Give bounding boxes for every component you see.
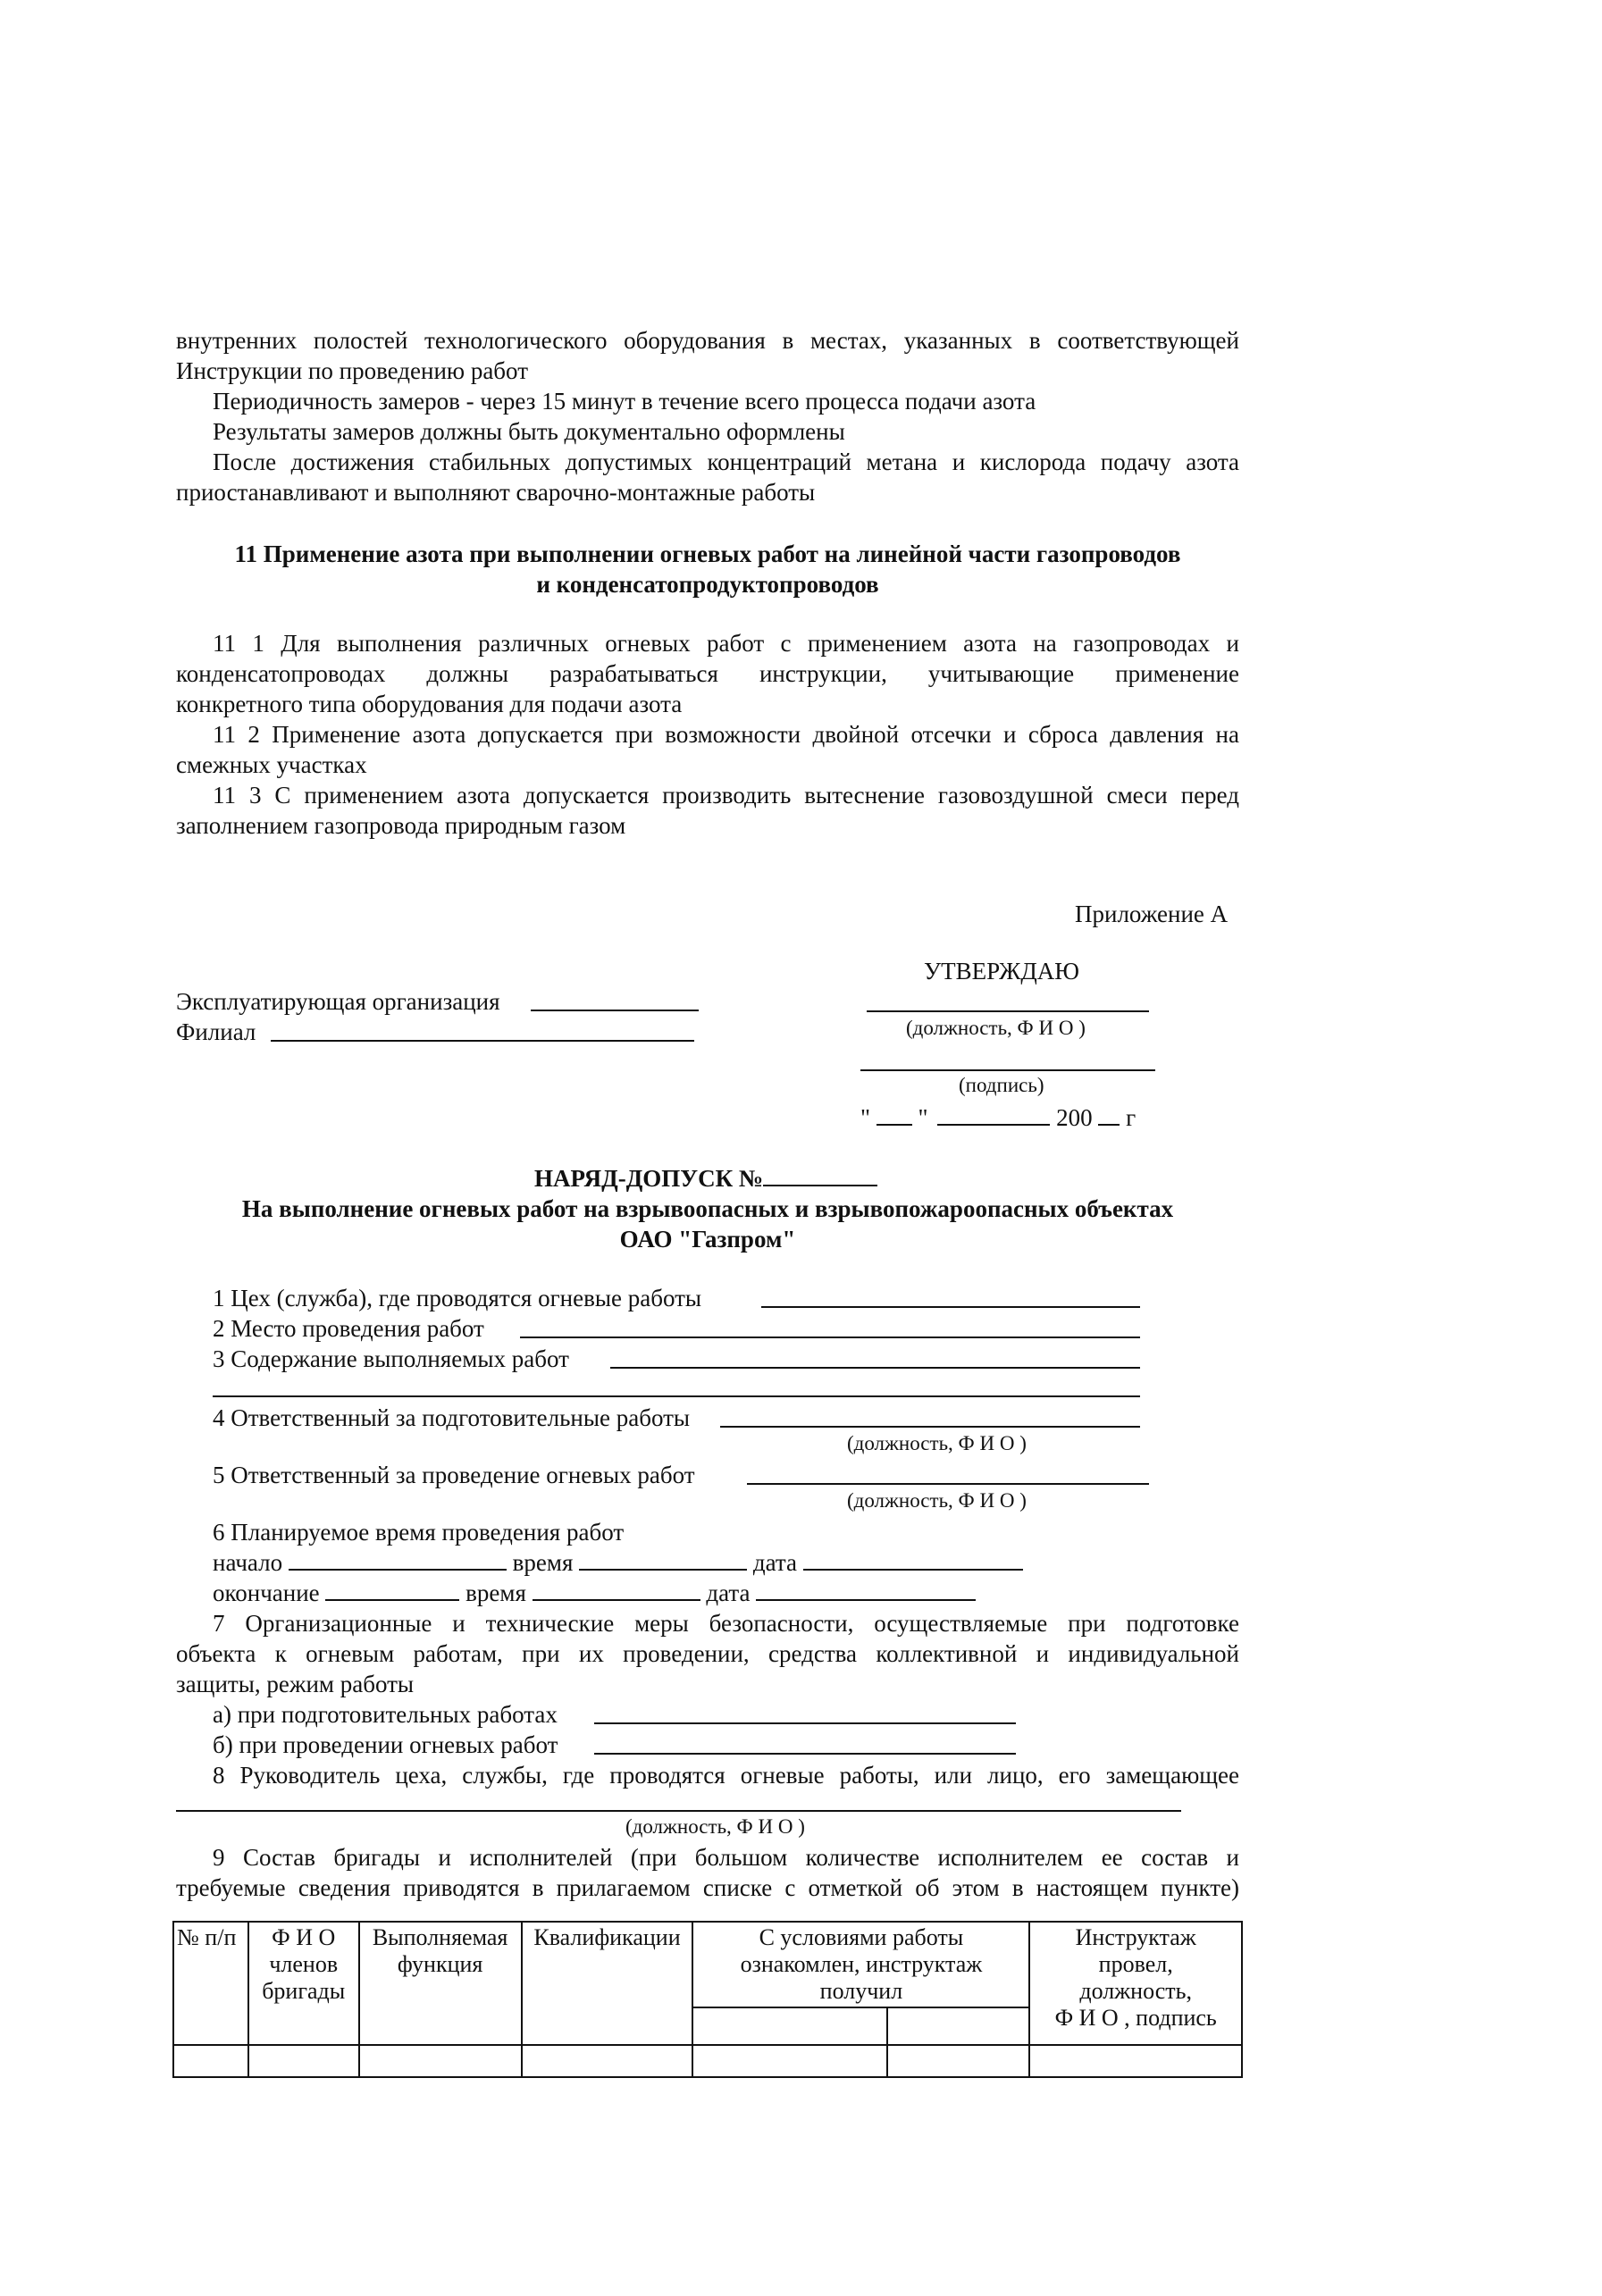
operating-org-label: Эксплуатирующая организация xyxy=(176,988,500,1015)
start-time-field[interactable] xyxy=(579,1547,747,1571)
approval-year-prefix: 200 xyxy=(1056,1104,1093,1131)
col-briefing-received-header xyxy=(692,1922,1029,2007)
permit-number-field[interactable] xyxy=(763,1163,877,1186)
item7b-field[interactable] xyxy=(594,1753,1016,1755)
section11-heading-line2: и конденсатопродуктопроводов xyxy=(536,571,879,598)
start-date-label: дата xyxy=(752,1549,798,1576)
col-briefing-received-sub-2 xyxy=(887,2007,1030,2045)
end-time-label: время xyxy=(466,1580,526,1606)
table-row xyxy=(173,2045,1242,2077)
col-briefing-given-label-1: Инструктаж xyxy=(1075,1924,1196,1950)
date-quote-close: " xyxy=(918,1104,928,1131)
col-briefing-given-label-3: должность, xyxy=(1079,1978,1193,2004)
item9-line1: 9 Состав бригады и исполнителей (при большом количестве исполнителем ее состав и xyxy=(213,1844,1239,1871)
item4-hint: (должность, Ф И О ) xyxy=(847,1432,1027,1454)
col-briefing-given-label-2: провел, xyxy=(1098,1951,1173,1977)
operating-org-field[interactable] xyxy=(531,1010,699,1011)
item7-line2: объекта к огневым работам, при их проведении, средства коллективной и индивидуальной xyxy=(176,1640,1239,1667)
end-date-field[interactable] xyxy=(756,1578,976,1601)
permit-title xyxy=(534,1163,877,1194)
section11-p1-line3: конкретного типа оборудования для подачи азота xyxy=(176,691,683,717)
approver-position-field[interactable] xyxy=(867,1010,1149,1012)
end-date-label: дата xyxy=(706,1580,751,1606)
col-number-label: № п/п xyxy=(177,1924,237,1950)
permit-subtitle-line2: ОАО "Газпром" xyxy=(619,1226,796,1253)
table-cell[interactable] xyxy=(692,2045,886,2077)
col-briefing-received-label-3: получил xyxy=(819,1978,903,2004)
col-function-label-1: Выполняемая xyxy=(372,1924,508,1950)
section11-p2-line1: 11 2 Применение азота допускается при возможности двойной отсечки и сброса давления на xyxy=(213,721,1239,748)
item8-field[interactable] xyxy=(176,1810,1181,1812)
item6-label: 6 Планируемое время проведения работ xyxy=(213,1519,625,1546)
col-number-header xyxy=(173,1922,248,2045)
col-briefing-received-label-1: С условиями работы xyxy=(759,1924,964,1950)
col-briefing-given-label-4: Ф И О , подпись xyxy=(1054,2005,1217,2031)
start-row xyxy=(213,1547,1023,1578)
item7b-label: б) при проведении огневых работ xyxy=(213,1731,558,1758)
item4-field[interactable] xyxy=(720,1426,1140,1428)
col-fio-label-1: Ф И О xyxy=(272,1924,336,1950)
crew-table xyxy=(172,1921,1243,2078)
section11-p1-line2: конденсатопроводах должны разрабатываться инструкции, учитывающие применение xyxy=(176,660,1239,687)
approver-signature-field[interactable] xyxy=(860,1069,1155,1071)
table-cell[interactable] xyxy=(359,2045,522,2077)
approver-signature-hint: (подпись) xyxy=(959,1074,1044,1096)
appendix-label: Приложение А xyxy=(1075,901,1229,927)
start-field[interactable] xyxy=(289,1547,507,1571)
col-function-label-2: функция xyxy=(397,1951,483,1977)
start-label: начало xyxy=(213,1549,283,1576)
end-label: окончание xyxy=(213,1580,320,1606)
intro-p4-line2: приостанавливают и выполняют сварочно-монтажные работы xyxy=(176,479,816,506)
item5-field[interactable] xyxy=(747,1483,1149,1485)
intro-p2: Периодичность замеров - через 15 минут в течение всего процесса подачи азота xyxy=(213,388,1036,415)
intro-p1-line1: внутренних полостей технологического оборудования в местах, указанных в соответствующей xyxy=(176,327,1239,354)
col-fio-header xyxy=(248,1922,359,2045)
item8-label: 8 Руководитель цеха, службы, где проводятся огневые работы, или лицо, его замещающее xyxy=(213,1762,1239,1789)
intro-p1-line2: Инструкции по проведению работ xyxy=(176,357,528,384)
item9-line2: требуемые сведения приводятся в прилагаемом списке с отметкой об этом в настоящем пункте) xyxy=(176,1874,1239,1901)
item3-field-continuation[interactable] xyxy=(213,1395,1140,1397)
date-quote-open: " xyxy=(860,1104,871,1131)
start-date-field[interactable] xyxy=(803,1547,1023,1571)
approval-day-field[interactable] xyxy=(876,1102,912,1126)
approval-date-line xyxy=(860,1102,1136,1133)
section11-p1-line1: 11 1 Для выполнения различных огневых работ с применением азота на газопроводах и xyxy=(213,630,1239,657)
table-cell[interactable] xyxy=(887,2045,1030,2077)
approver-position-hint: (должность, Ф И О ) xyxy=(906,1017,1086,1039)
col-qualification-header xyxy=(522,1922,693,2045)
section11-p3-line1: 11 3 С применением азота допускается производить вытеснение газовоздушной смеси перед xyxy=(213,782,1239,809)
col-function-header xyxy=(359,1922,522,2045)
branch-label: Филиал xyxy=(176,1018,256,1045)
section11-heading-line1: 11 Применение азота при выполнении огневых работ на линейной части газопроводов xyxy=(234,540,1181,567)
item2-label: 2 Место проведения работ xyxy=(213,1315,484,1342)
col-briefing-received-sub-1 xyxy=(692,2007,886,2045)
item5-hint: (должность, Ф И О ) xyxy=(847,1489,1027,1512)
crew-table-header-row xyxy=(173,1922,1242,2007)
approval-year-field[interactable] xyxy=(1098,1102,1120,1126)
table-cell[interactable] xyxy=(522,2045,693,2077)
item7-line1: 7 Организационные и технические меры безопасности, осуществляемые при подготовке xyxy=(213,1610,1239,1637)
col-qualification-label: Квалификации xyxy=(533,1924,681,1950)
item7a-field[interactable] xyxy=(594,1722,1016,1724)
table-cell[interactable] xyxy=(173,2045,248,2077)
col-fio-label-2: членов xyxy=(269,1951,339,1977)
permit-subtitle-line1: На выполнение огневых работ на взрывоопасных и взрывопожароопасных объектах xyxy=(241,1195,1174,1222)
intro-p4-line1: После достижения стабильных допустимых концентраций метана и кислорода подачу азота xyxy=(213,448,1239,475)
item7a-label: а) при подготовительных работах xyxy=(213,1701,558,1728)
section11-p2-line2: смежных участках xyxy=(176,751,367,778)
permit-title-text: НАРЯД-ДОПУСК № xyxy=(534,1165,764,1192)
col-briefing-received-label-2: ознакомлен, инструктаж xyxy=(740,1951,983,1977)
item1-label: 1 Цех (служба), где проводятся огневые работы xyxy=(213,1285,702,1311)
col-fio-label-3: бригады xyxy=(262,1978,346,2004)
table-cell[interactable] xyxy=(248,2045,359,2077)
branch-field[interactable] xyxy=(271,1040,694,1042)
item1-field[interactable] xyxy=(761,1306,1140,1308)
item8-hint: (должность, Ф И О ) xyxy=(625,1815,805,1838)
table-cell[interactable] xyxy=(1029,2045,1242,2077)
end-field[interactable] xyxy=(325,1578,459,1601)
item3-label: 3 Содержание выполняемых работ xyxy=(213,1345,569,1372)
section11-p3-line2: заполнением газопровода природным газом xyxy=(176,812,626,839)
item3-field[interactable] xyxy=(610,1367,1140,1369)
end-time-field[interactable] xyxy=(533,1578,700,1601)
item7-line3: защиты, режим работы xyxy=(176,1671,415,1697)
col-briefing-given-header xyxy=(1029,1922,1242,2045)
item5-label: 5 Ответственный за проведение огневых работ xyxy=(213,1462,695,1488)
approval-year-suffix: г xyxy=(1126,1104,1136,1131)
item2-field[interactable] xyxy=(520,1337,1140,1338)
item4-label: 4 Ответственный за подготовительные работы xyxy=(213,1404,691,1431)
start-time-label: время xyxy=(512,1549,574,1576)
end-row xyxy=(213,1578,976,1608)
approval-month-field[interactable] xyxy=(937,1102,1050,1126)
intro-p3: Результаты замеров должны быть документально оформлены xyxy=(213,418,845,445)
approve-label: УТВЕРЖДАЮ xyxy=(924,958,1080,985)
